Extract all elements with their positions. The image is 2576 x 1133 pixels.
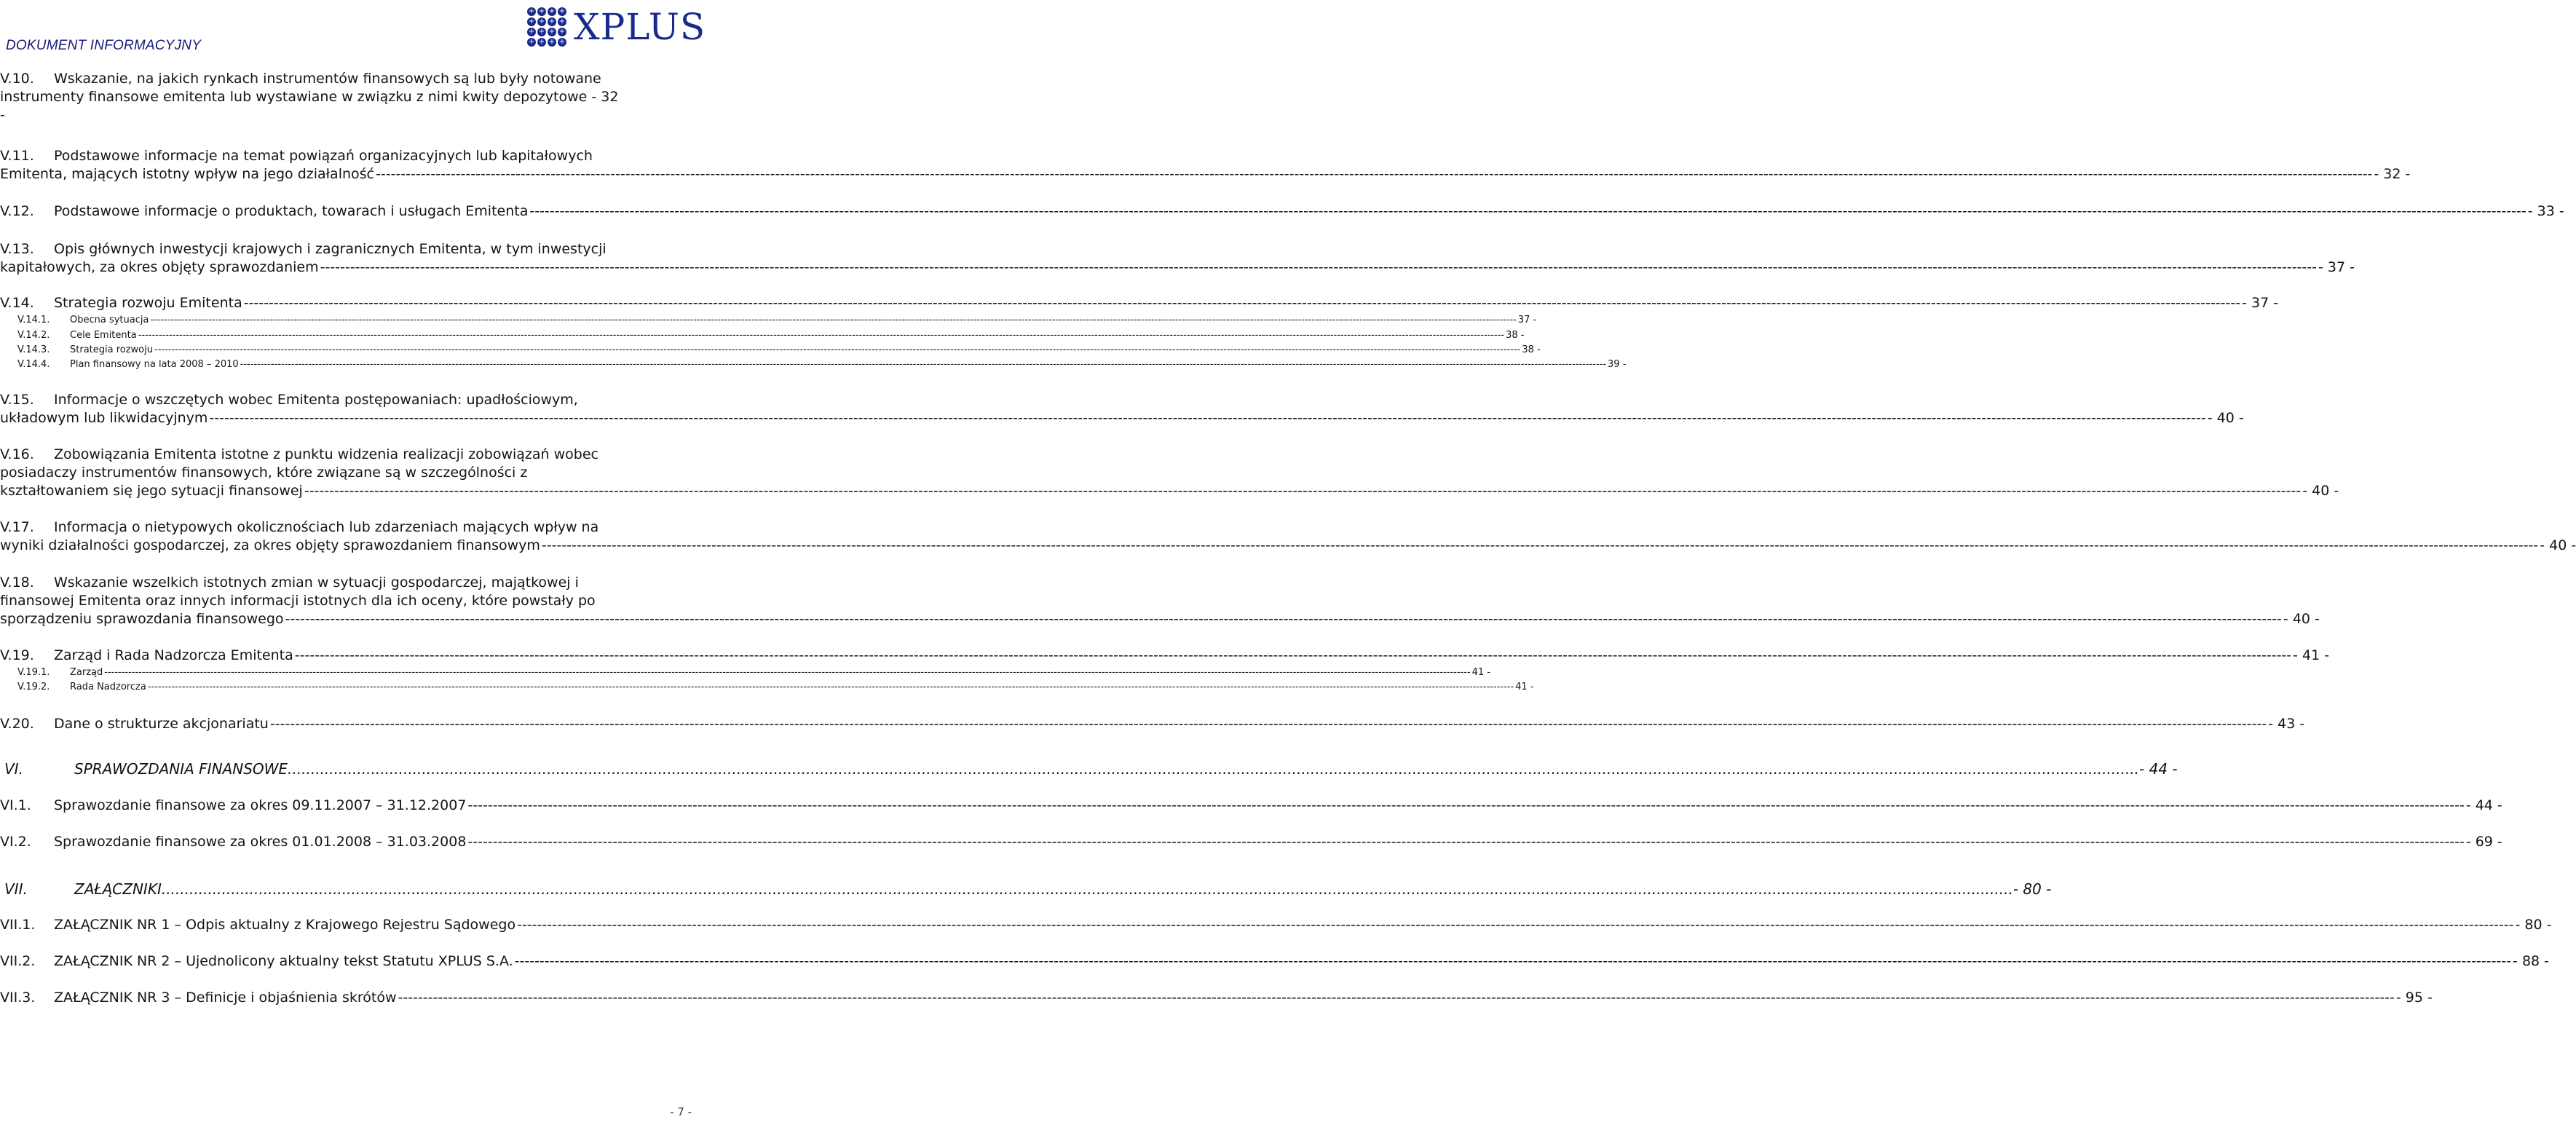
entry-number: VI.1. xyxy=(0,797,31,813)
leader-dots: ---------------------------------------------------------------------------------------------------------------------------------------------------------------------------------------------------------------------------------------------------------------------------------------------------------------------------------------------------------------------------------------------------------------- xyxy=(154,344,1521,355)
entry-title: Opis głównych inwestycji krajowych i zagranicznych Emitenta, w tym inwestycji xyxy=(54,241,607,257)
logo-dot-icon: + xyxy=(538,38,545,46)
entry-number: V.14.2. xyxy=(17,330,50,341)
toc-section[interactable] xyxy=(4,880,2052,899)
entry-title: Emitenta, mających istotny wpływ na jego działalność xyxy=(0,166,374,182)
entry-number: VII.2. xyxy=(0,953,36,969)
toc-entry[interactable] xyxy=(0,518,2576,555)
entry-title: - xyxy=(0,107,5,123)
entry-page: - 80 - xyxy=(2012,880,2052,898)
entry-title: finansowej Emitenta oraz innych informacji istotnych dla ich oceny, które powstały po xyxy=(0,593,596,609)
leader-dots: ................................................................................................................................................................................................................................................................................................................................................................................................................ xyxy=(161,880,2013,898)
entry-title: wyniki działalności gospodarczej, za okres objęty sprawozdaniem finansowym xyxy=(0,537,540,553)
leader-dots: ---------------------------------------------------------------------------------------------------------------------------------------------------------------------------------------------------------------------------------------------------------------------------------------------------------------------------------------------------------------------------------------------------------------- xyxy=(376,166,2373,182)
leader-dots: ---------------------------------------------------------------------------------------------------------------------------------------------------------------------------------------------------------------------------------------------------------------------------------------------------------------------------------------------------------------------------------------------------------------- xyxy=(398,990,2395,1006)
entry-number: V.11. xyxy=(0,148,34,164)
leader-dots: ---------------------------------------------------------------------------------------------------------------------------------------------------------------------------------------------------------------------------------------------------------------------------------------------------------------------------------------------------------------------------------------------------------------- xyxy=(467,834,2465,850)
entry-title: Wskazanie, na jakich rynkach instrumentów finansowych są lub były notowane xyxy=(54,71,601,87)
leader-dots: ---------------------------------------------------------------------------------------------------------------------------------------------------------------------------------------------------------------------------------------------------------------------------------------------------------------------------------------------------------------------------------------------------------------- xyxy=(304,483,2302,499)
entry-number: VII.1. xyxy=(0,917,36,933)
toc-entry[interactable] xyxy=(0,797,2502,815)
toc-entry[interactable] xyxy=(0,391,2244,427)
toc-subentry[interactable] xyxy=(17,680,1534,695)
entry-number: V.12. xyxy=(0,203,34,219)
logo-dot-icon: + xyxy=(538,17,545,25)
entry-page: - 37 - xyxy=(2242,295,2279,311)
entry-page: 41 - xyxy=(1471,667,1491,678)
entry-title: Informacja o nietypowych okolicznościach lub zdarzeniach mających wpływ na xyxy=(54,519,599,535)
logo-dot-icon: + xyxy=(538,7,545,15)
entry-title: ZAŁĄCZNIK NR 1 – Odpis aktualny z Krajowego Rejestru Sądowego xyxy=(54,917,516,933)
entry-page: 37 - xyxy=(1517,315,1537,325)
entry-title: ZAŁĄCZNIK NR 2 – Ujednolicony aktualny tekst Statutu XPLUS S.A. xyxy=(54,953,513,969)
entry-title: kapitałowych, za okres objęty sprawozdaniem xyxy=(0,259,319,275)
entry-page: 38 - xyxy=(1506,330,1525,341)
entry-title: ZAŁĄCZNIK NR 3 – Definicje i objaśnienia skrótów xyxy=(54,990,397,1006)
entry-title: Strategia rozwoju Emitenta xyxy=(54,295,242,311)
entry-page: - 44 - xyxy=(2465,797,2502,813)
entry-page: - 37 - xyxy=(2318,259,2355,275)
leader-dots: ---------------------------------------------------------------------------------------------------------------------------------------------------------------------------------------------------------------------------------------------------------------------------------------------------------------------------------------------------------------------------------------------------------------- xyxy=(529,203,2526,219)
toc-entry[interactable] xyxy=(0,294,2279,312)
toc-subentry[interactable] xyxy=(17,666,1491,680)
entry-number: V.10. xyxy=(0,71,34,87)
leader-dots: ---------------------------------------------------------------------------------------------------------------------------------------------------------------------------------------------------------------------------------------------------------------------------------------------------------------------------------------------------------------------------------------------------------------- xyxy=(320,259,2317,275)
entry-title: Obecna sytuacja xyxy=(70,315,149,325)
entry-title: SPRAWOZDANIA FINANSOWE xyxy=(74,760,288,778)
entry-title: Sprawozdanie finansowe za okres 01.01.2008 – 31.03.2008 xyxy=(54,834,467,850)
entry-title: posiadaczy instrumentów finansowych, które związane są w szczególności z xyxy=(0,465,528,481)
entry-title: Strategia rozwoju xyxy=(70,344,153,355)
entry-number: VI. xyxy=(4,760,23,778)
leader-dots: ---------------------------------------------------------------------------------------------------------------------------------------------------------------------------------------------------------------------------------------------------------------------------------------------------------------------------------------------------------------------------------------------------------------- xyxy=(514,953,2512,969)
toc-entry[interactable] xyxy=(0,147,2411,183)
entry-page: 41 - xyxy=(1515,682,1534,692)
entry-title: Dane o strukturze akcjonariatu xyxy=(54,716,269,732)
page-number: - 7 - xyxy=(670,1105,692,1118)
logo-dot-icon: + xyxy=(528,28,535,36)
entry-number: V.19. xyxy=(0,647,34,663)
logo-dot-icon: + xyxy=(558,38,566,46)
leader-dots: ---------------------------------------------------------------------------------------------------------------------------------------------------------------------------------------------------------------------------------------------------------------------------------------------------------------------------------------------------------------------------------------------------------------- xyxy=(147,682,1514,692)
toc-entry[interactable] xyxy=(0,240,2355,277)
entry-page: - 32 - xyxy=(2374,166,2411,182)
entry-title: kształtowaniem się jego sytuacji finansowej xyxy=(0,483,303,499)
toc-entry[interactable] xyxy=(0,446,2339,500)
leader-dots: ---------------------------------------------------------------------------------------------------------------------------------------------------------------------------------------------------------------------------------------------------------------------------------------------------------------------------------------------------------------------------------------------------------------- xyxy=(240,359,1607,370)
entry-number: V.19.1. xyxy=(17,667,50,678)
leader-dots: ---------------------------------------------------------------------------------------------------------------------------------------------------------------------------------------------------------------------------------------------------------------------------------------------------------------------------------------------------------------------------------------------------------------- xyxy=(517,917,2514,933)
entry-number: VI.2. xyxy=(0,834,31,850)
entry-number: V.18. xyxy=(0,575,34,591)
logo-dot-icon: + xyxy=(528,7,535,15)
xplus-logo xyxy=(527,4,706,50)
entry-number: V.13. xyxy=(0,241,34,257)
entry-page: - 40 - xyxy=(2283,611,2320,627)
leader-dots: ---------------------------------------------------------------------------------------------------------------------------------------------------------------------------------------------------------------------------------------------------------------------------------------------------------------------------------------------------------------------------------------------------------------- xyxy=(294,647,2292,663)
leader-dots: ---------------------------------------------------------------------------------------------------------------------------------------------------------------------------------------------------------------------------------------------------------------------------------------------------------------------------------------------------------------------------------------------------------------- xyxy=(243,295,2241,311)
toc-entry[interactable] xyxy=(0,833,2502,851)
toc-subentry[interactable] xyxy=(17,343,1541,358)
logo-dot-icon: + xyxy=(548,38,556,46)
toc-entry[interactable] xyxy=(0,70,690,125)
toc-subentry[interactable] xyxy=(17,313,1537,328)
entry-title: instrumenty finansowe emitenta lub wystawiane w związku z nimi kwity depozytowe - 32 xyxy=(0,89,619,105)
entry-number: V.14. xyxy=(0,295,34,311)
entry-number: V.17. xyxy=(0,519,34,535)
leader-dots: ---------------------------------------------------------------------------------------------------------------------------------------------------------------------------------------------------------------------------------------------------------------------------------------------------------------------------------------------------------------------------------------------------------------- xyxy=(104,667,1471,678)
entry-title: układowym lub likwidacyjnym xyxy=(0,410,208,426)
entry-page: - 69 - xyxy=(2465,834,2502,850)
leader-dots: ---------------------------------------------------------------------------------------------------------------------------------------------------------------------------------------------------------------------------------------------------------------------------------------------------------------------------------------------------------------------------------------------------------------- xyxy=(209,410,2206,426)
logo-dot-icon: + xyxy=(528,17,535,25)
leader-dots: ................................................................................................................................................................................................................................................................................................................................................................................................................ xyxy=(288,760,2140,778)
entry-title: Zobowiązania Emitenta istotne z punktu widzenia realizacji zobowiązań wobec xyxy=(54,446,598,462)
toc-entry[interactable] xyxy=(0,952,2550,971)
entry-title: Zarząd i Rada Nadzorcza Emitenta xyxy=(54,647,293,663)
entry-number: V.19.2. xyxy=(17,682,50,692)
leader-dots: ---------------------------------------------------------------------------------------------------------------------------------------------------------------------------------------------------------------------------------------------------------------------------------------------------------------------------------------------------------------------------------------------------------------- xyxy=(150,315,1517,325)
entry-number: VII. xyxy=(4,880,28,898)
leader-dots: ---------------------------------------------------------------------------------------------------------------------------------------------------------------------------------------------------------------------------------------------------------------------------------------------------------------------------------------------------------------------------------------------------------------- xyxy=(138,330,1505,341)
entry-title: Wskazanie wszelkich istotnych zmian w sytuacji gospodarczej, majątkowej i xyxy=(54,575,579,591)
logo-dot-icon: + xyxy=(558,17,566,25)
logo-dot-icon: + xyxy=(548,28,556,36)
entry-page: - 40 - xyxy=(2302,483,2339,499)
entry-title: Podstawowe informacje na temat powiązań organizacyjnych lub kapitałowych xyxy=(54,148,593,164)
entry-title: Informacje o wszczętych wobec Emitenta postępowaniach: upadłościowym, xyxy=(54,392,578,408)
entry-number: VII.3. xyxy=(0,990,36,1006)
logo-grid-icon xyxy=(527,7,571,48)
entry-title: Zarząd xyxy=(70,667,103,678)
entry-title: Podstawowe informacje o produktach, towarach i usługach Emitenta xyxy=(54,203,529,219)
toc-section[interactable] xyxy=(4,759,2178,778)
toc-entry[interactable] xyxy=(0,715,2305,733)
entry-page: - 40 - xyxy=(2207,410,2244,426)
entry-page: - 43 - xyxy=(2268,716,2305,732)
entry-number: V.14.4. xyxy=(17,359,50,370)
entry-page: - 40 - xyxy=(2540,537,2576,553)
logo-text: XPLUS xyxy=(574,6,706,48)
entry-page: - 44 - xyxy=(2139,760,2178,778)
leader-dots: ---------------------------------------------------------------------------------------------------------------------------------------------------------------------------------------------------------------------------------------------------------------------------------------------------------------------------------------------------------------------------------------------------------------- xyxy=(269,716,2267,732)
toc-entry[interactable] xyxy=(0,989,2433,1007)
entry-title: Sprawozdanie finansowe za okres 09.11.2007 – 31.12.2007 xyxy=(54,797,467,813)
entry-title: Rada Nadzorcza xyxy=(70,682,146,692)
logo-dot-icon: + xyxy=(548,17,556,25)
entry-page: - 95 - xyxy=(2395,990,2433,1006)
entry-number: V.15. xyxy=(0,392,34,408)
toc-entry[interactable] xyxy=(0,202,2564,221)
entry-title: Cele Emitenta xyxy=(70,330,137,341)
toc-entry[interactable] xyxy=(0,916,2552,934)
logo-dot-icon: + xyxy=(558,7,566,15)
leader-dots: ---------------------------------------------------------------------------------------------------------------------------------------------------------------------------------------------------------------------------------------------------------------------------------------------------------------------------------------------------------------------------------------------------------------- xyxy=(285,611,2282,627)
entry-page: - 80 - xyxy=(2515,917,2552,933)
toc-entry[interactable] xyxy=(0,647,2330,665)
entry-page: 39 - xyxy=(1608,359,1627,370)
logo-dot-icon: + xyxy=(548,7,556,15)
logo-dot-icon: + xyxy=(528,38,535,46)
toc-subentry[interactable] xyxy=(17,328,1525,343)
entry-page: 38 - xyxy=(1522,344,1541,355)
logo-dot-icon: + xyxy=(538,28,545,36)
entry-page: - 33 - xyxy=(2527,203,2564,219)
entry-number: V.20. xyxy=(0,716,34,732)
entry-title: ZAŁĄCZNIKI xyxy=(74,880,162,898)
leader-dots: ---------------------------------------------------------------------------------------------------------------------------------------------------------------------------------------------------------------------------------------------------------------------------------------------------------------------------------------------------------------------------------------------------------------- xyxy=(467,797,2465,813)
page-header-title: DOKUMENT INFORMACYJNY xyxy=(6,38,202,53)
entry-page: - 41 - xyxy=(2293,647,2330,663)
entry-page: - 88 - xyxy=(2513,953,2550,969)
entry-title: sporządzeniu sprawozdania finansowego xyxy=(0,611,284,627)
logo-dot-icon: + xyxy=(558,28,566,36)
entry-number: V.16. xyxy=(0,446,34,462)
toc-entry[interactable] xyxy=(0,574,2320,628)
entry-number: V.14.1. xyxy=(17,315,50,325)
toc-subentry[interactable] xyxy=(17,358,1627,372)
entry-number: V.14.3. xyxy=(17,344,50,355)
entry-title: Plan finansowy na lata 2008 – 2010 xyxy=(70,359,239,370)
leader-dots: ---------------------------------------------------------------------------------------------------------------------------------------------------------------------------------------------------------------------------------------------------------------------------------------------------------------------------------------------------------------------------------------------------------------- xyxy=(541,537,2539,553)
